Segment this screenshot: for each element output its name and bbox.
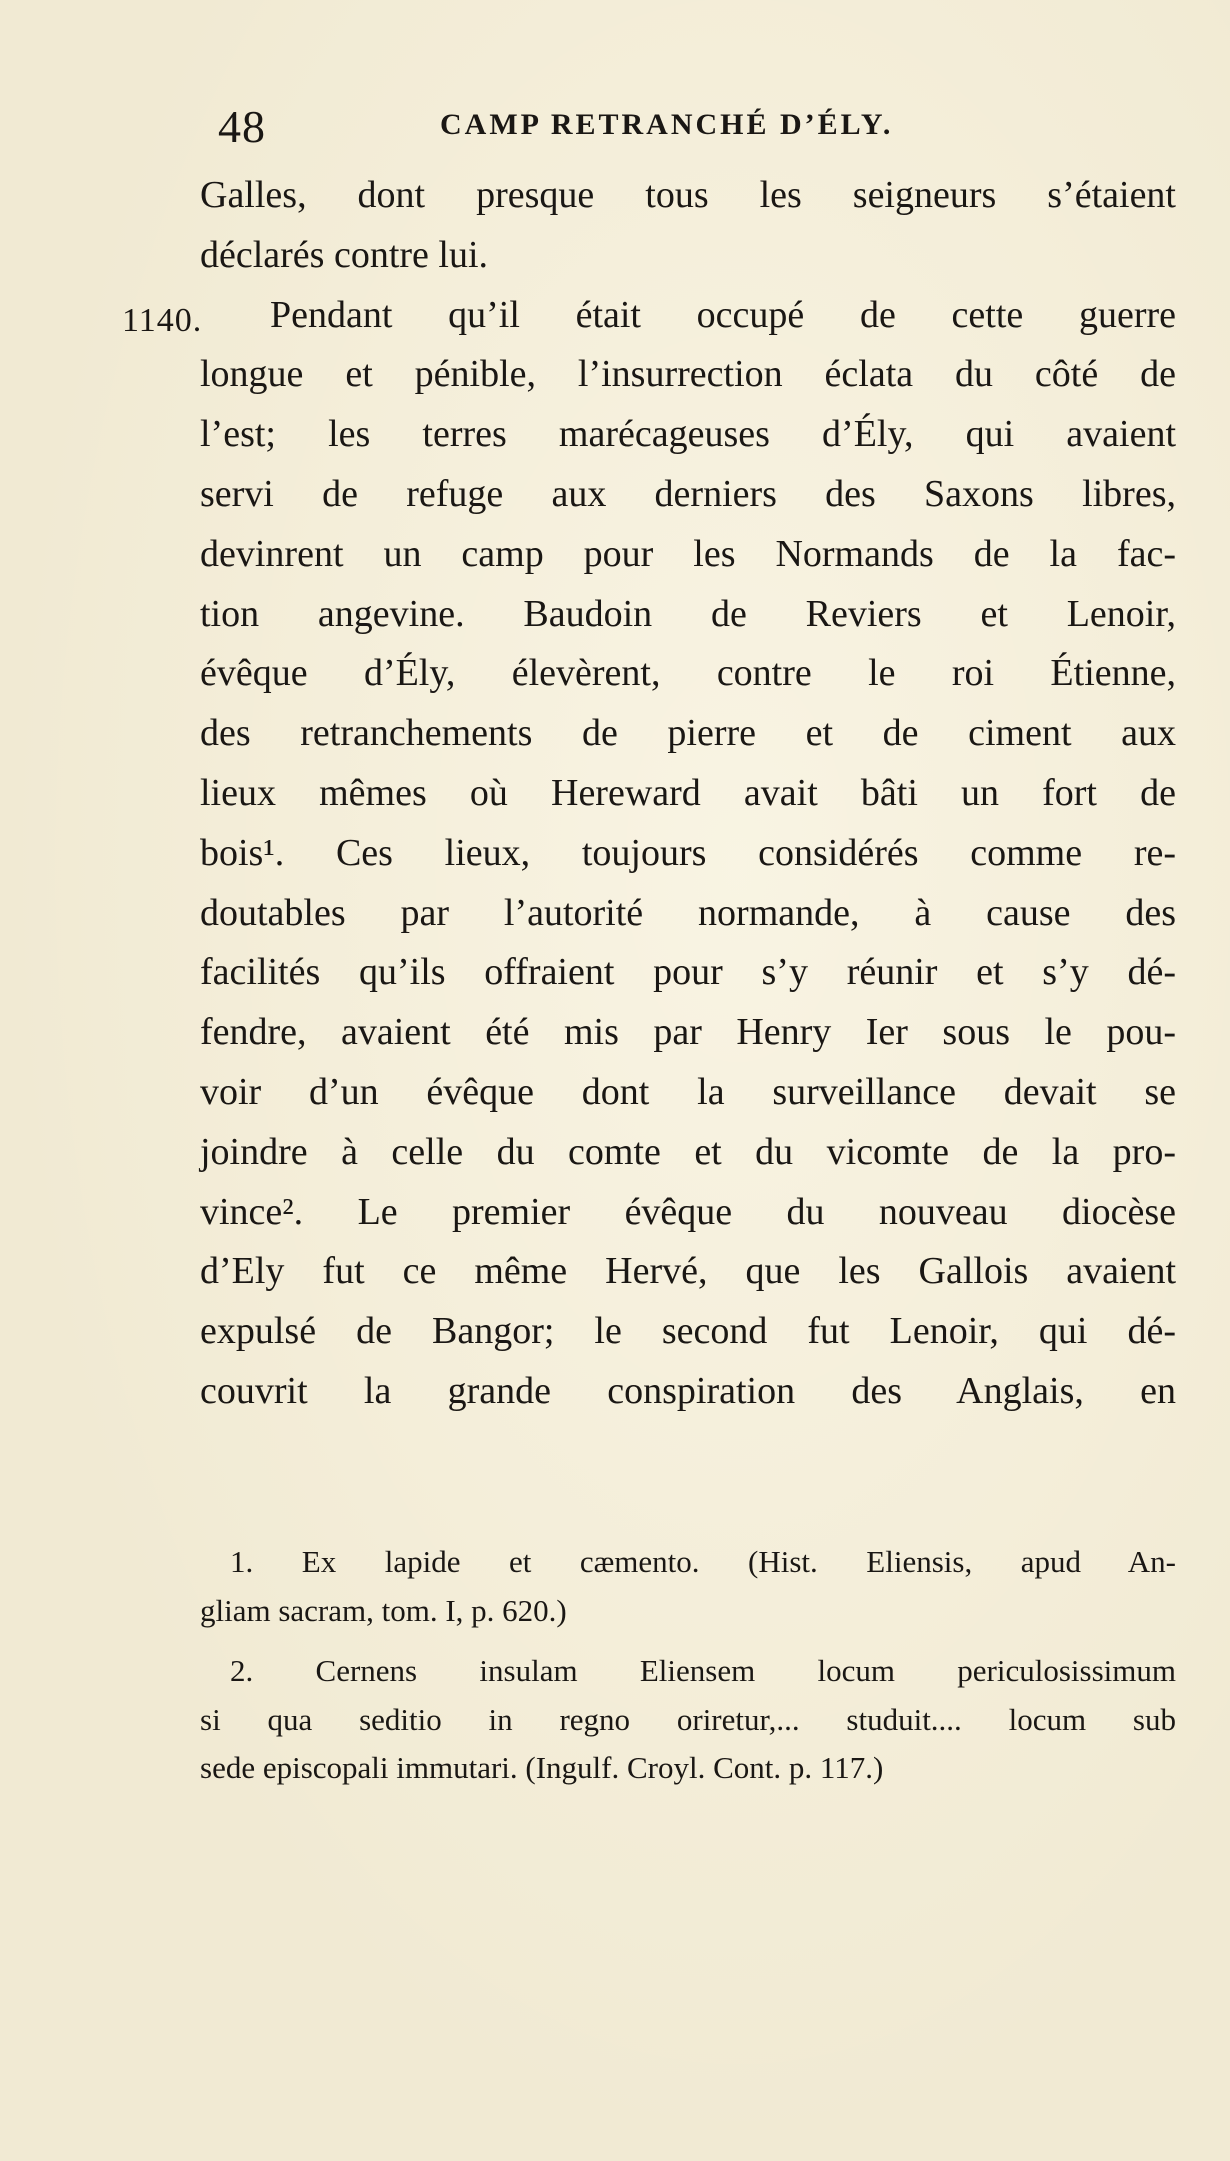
footnote-1-line: 1. Ex lapide et cæmento. (Hist. Eliensis, apud An- [230,1544,1176,1579]
running-title: CAMP RETRANCHÉ D’ÉLY. [440,108,894,141]
running-head [200,96,1180,156]
text-line: servi de refuge aux derniers des Saxons libres, [200,472,1176,515]
text-line: lieux mêmes où Hereward avait bâti un fort de [200,771,1176,814]
footnote-1-line: gliam sacram, tom. I, p. 620.) [200,1592,567,1628]
footnote-2-line: 2. Cernens insulam Eliensem locum periculosissimum [230,1653,1176,1688]
text-line: des retranchements de pierre et de ciment aux [200,712,1176,755]
text-line: expulsé de Bangor; le second fut Lenoir, qui dé- [200,1310,1176,1353]
text-line: Galles, dont presque tous les seigneurs s’étaient [200,174,1176,216]
footnotes [200,1538,1176,1793]
text-line: évêque d’Ély, élevèrent, contre le roi Étienne, [200,652,1176,695]
text-line: voir d’un évêque dont la surveillance devait se [200,1070,1176,1113]
text-line: tion angevine. Baudoin de Reviers et Lenoir, [200,592,1176,635]
text-line: devinrent un camp pour les Normands de la fac- [200,532,1176,575]
text-line: vince². Le premier évêque du nouveau diocèse [200,1190,1176,1233]
paragraph-start-line: Pendant qu’il était occupé de cette guerre [270,293,1176,336]
text-line: longue et pénible, l’insurrection éclata du côté de [200,353,1176,396]
text-line: facilités qu’ils offraient pour s’y réunir et s’y dé- [200,951,1176,994]
text-line: doutables par l’autorité normande, à cause des [200,891,1176,934]
footnote-2-line: si qua seditio in regno oriretur,... studuit.... locum sub [200,1701,1176,1737]
body-text [200,166,1176,1422]
text-line: bois¹. Ces lieux, toujours considérés comme re- [200,831,1176,874]
text-line: fendre, avaient été mis par Henry Ier sous le pou- [200,1011,1176,1054]
text-line: d’Ely fut ce même Hervé, que les Gallois avaient [200,1250,1176,1293]
text-line: l’est; les terres marécageuses d’Ély, qui avaient [200,413,1176,456]
footnote-2-line: sede episcopali immutari. (Ingulf. Croyl. Cont. p. 117.) [200,1750,884,1785]
text-line: joindre à celle du comte et du vicomte de la pro- [200,1130,1176,1173]
margin-year-note: 1140. [122,302,203,339]
text-line: déclarés contre lui. [200,233,489,276]
text-line: couvrit la grande conspiration des Anglais, en [200,1369,1176,1412]
page-number: 48 [218,101,266,152]
